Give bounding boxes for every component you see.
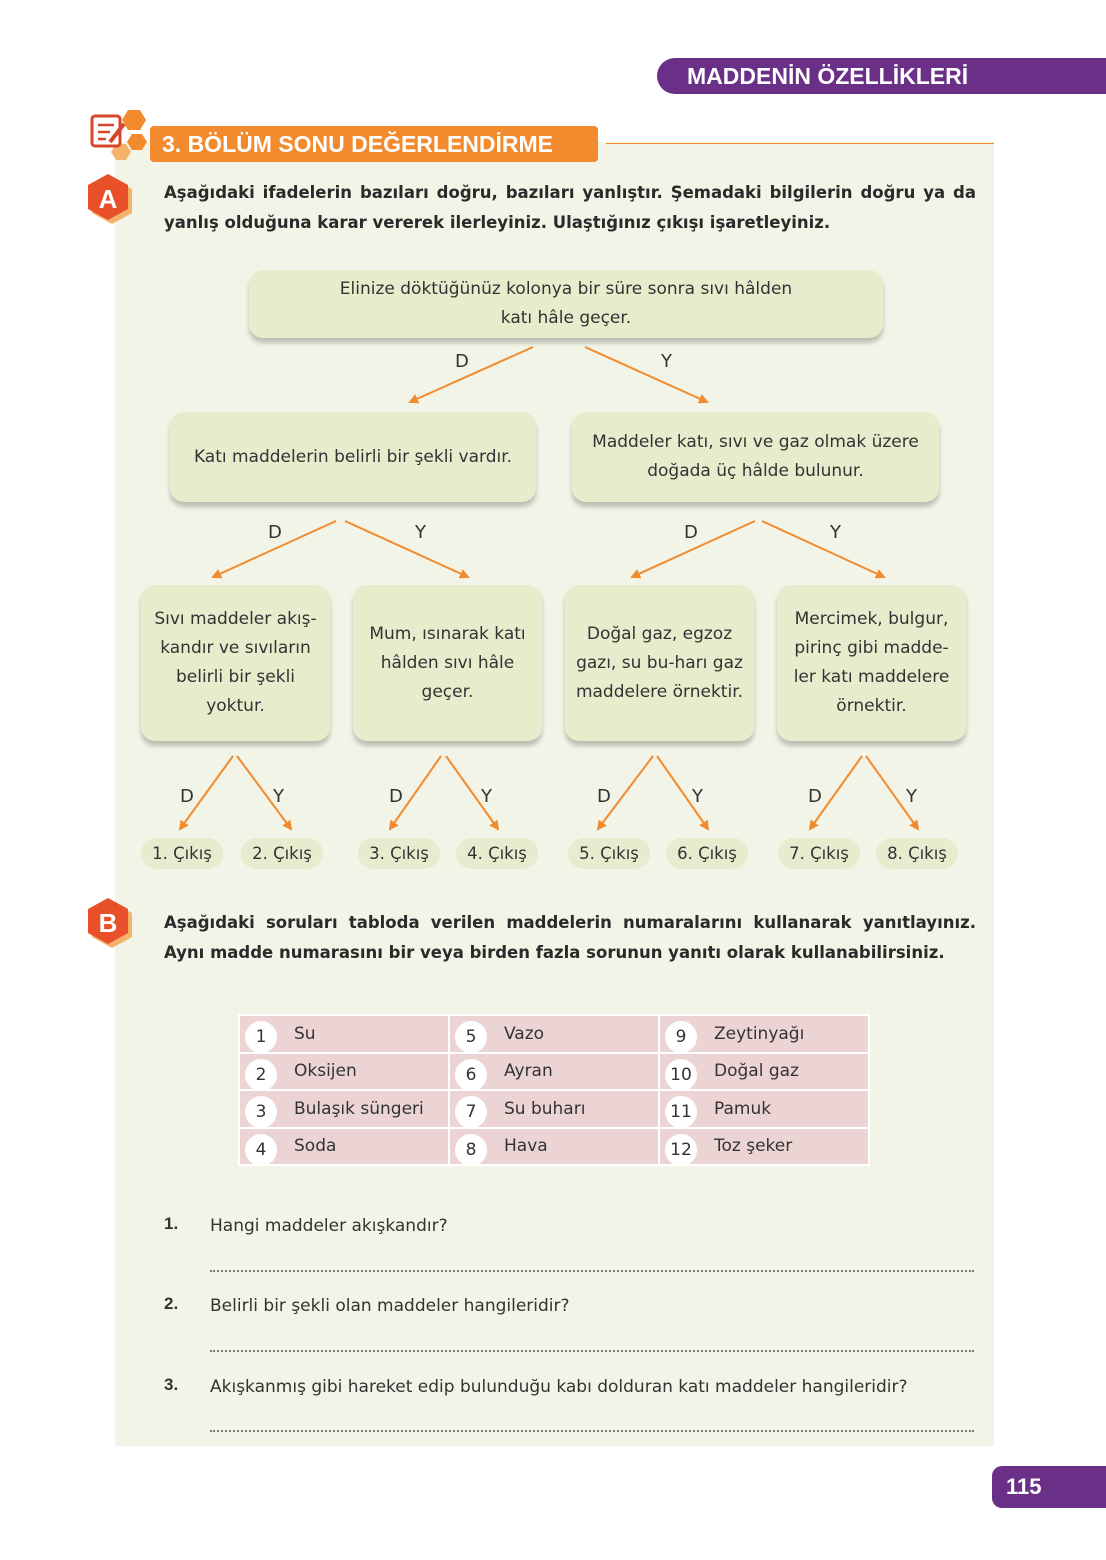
item-name: Oksijen (294, 1061, 357, 1082)
exit-7[interactable]: 7. Çıkış (778, 838, 860, 869)
table-cell (659, 1015, 869, 1053)
item-name: Doğal gaz (714, 1061, 799, 1082)
item-number: 4 (245, 1134, 277, 1166)
label-y: Y (692, 786, 703, 807)
question-text: Belirli bir şekli olan maddeler hangileridir? (210, 1296, 570, 1316)
materials-table (238, 1014, 870, 1166)
item-name: Pamuk (714, 1098, 772, 1119)
page-number: 115 (992, 1466, 1106, 1508)
label-y: Y (481, 786, 492, 807)
item-name: Toz şeker (714, 1136, 793, 1157)
table-cell (449, 1015, 659, 1053)
flowchart-node-level3-3: Doğal gaz, egzoz gazı, su bu-harı gaz maddelere örnektir. (565, 585, 754, 741)
label-d: D (597, 786, 611, 807)
exit-1[interactable]: 1. Çıkış (141, 838, 223, 869)
table-cell (449, 1053, 659, 1091)
item-number: 3 (245, 1096, 277, 1128)
table-cell (659, 1090, 869, 1128)
table-cell (659, 1128, 869, 1166)
question-text: Hangi maddeler akışkandır? (210, 1216, 448, 1236)
item-number: 8 (455, 1134, 487, 1166)
item-number: 11 (665, 1096, 697, 1128)
item-number: 9 (665, 1021, 697, 1053)
chapter-title: MADDENİN ÖZELLİKLERİ (687, 63, 969, 89)
exit-4[interactable]: 4. Çıkış (456, 838, 538, 869)
item-name: Soda (294, 1136, 337, 1157)
part-b-instruction: Aşağıdaki soruları tabloda verilen maddelerin numaralarını kullanarak yanıtlayınız. Aynı madde numarasını bir veya birden fazla sorunun yanıtı olarak kullanabilirsiniz. (164, 913, 976, 962)
flowchart-node-level2-right: Maddeler katı, sıvı ve gaz olmak üzere doğada üç hâlde bulunur. (572, 412, 939, 502)
part-a-instruction: Aşağıdaki ifadelerin bazıları doğru, bazıları yanlıştır. Şemadaki bilgilerin doğru ya da yanlış olduğuna karar vererek ilerleyiniz. Ulaştığınız çıkışı işaretleyiniz. (164, 183, 976, 232)
item-number: 6 (455, 1059, 487, 1091)
table-cell (449, 1090, 659, 1128)
item-number: 5 (455, 1021, 487, 1053)
label-d: D (808, 786, 822, 807)
flowchart-node-level3-4: Mercimek, bulgur, pirinç gibi madde-ler katı maddelere örnektir. (777, 585, 966, 741)
item-number: 10 (665, 1059, 697, 1091)
label-d: D (684, 522, 698, 543)
exit-8[interactable]: 8. Çıkış (876, 838, 958, 869)
label-y: Y (830, 522, 841, 543)
table-cell (239, 1053, 449, 1091)
item-name: Su (294, 1023, 316, 1044)
flowchart-node-level3-2: Mum, ısınarak katı hâlden sıvı hâle geçer. (353, 585, 542, 741)
item-number: 2 (245, 1059, 277, 1091)
exit-3[interactable]: 3. Çıkış (358, 838, 440, 869)
exit-6[interactable]: 6. Çıkış (666, 838, 748, 869)
question-number: 1. (164, 1214, 179, 1233)
part-a-badge: A (86, 174, 134, 228)
label-d: D (455, 351, 469, 372)
flowchart-node-level3-1: Sıvı maddeler akış-kandır ve sıvıların belirli bir şekli yoktur. (141, 585, 330, 741)
item-name: Su buharı (504, 1098, 586, 1119)
table-row (239, 1128, 869, 1166)
answer-line-2[interactable] (210, 1350, 974, 1352)
label-y: Y (661, 351, 672, 372)
item-name: Ayran (504, 1061, 553, 1082)
item-name: Vazo (504, 1023, 545, 1044)
table-row (239, 1015, 869, 1053)
question-number: 3. (164, 1375, 179, 1394)
exit-2[interactable]: 2. Çıkış (241, 838, 323, 869)
question-number: 2. (164, 1294, 179, 1313)
question-text: Akışkanmış gibi hareket edip bulunduğu kabı dolduran katı maddeler hangileridir? (210, 1377, 908, 1397)
answer-line-1[interactable] (210, 1270, 974, 1272)
label-d: D (389, 786, 403, 807)
table-row (239, 1090, 869, 1128)
table-cell (239, 1090, 449, 1128)
flowchart-node-level2-left: Katı maddelerin belirli bir şekli vardır. (170, 412, 536, 502)
exit-5[interactable]: 5. Çıkış (568, 838, 650, 869)
item-number: 1 (245, 1021, 277, 1053)
item-number: 12 (665, 1134, 697, 1166)
item-name: Zeytinyağı (714, 1023, 805, 1044)
table-row (239, 1053, 869, 1091)
label-y: Y (415, 522, 426, 543)
item-number: 7 (455, 1096, 487, 1128)
label-y: Y (273, 786, 284, 807)
table-cell (659, 1053, 869, 1091)
table-cell (239, 1128, 449, 1166)
table-cell (239, 1015, 449, 1053)
item-name: Hava (504, 1136, 548, 1157)
label-d: D (268, 522, 282, 543)
label-y: Y (906, 786, 917, 807)
table-cell (449, 1128, 659, 1166)
part-b-badge: B (86, 898, 134, 952)
section-title: 3. BÖLÜM SONU DEĞERLENDİRME (150, 126, 598, 162)
item-name: Bulaşık süngeri (294, 1098, 424, 1119)
answer-line-3[interactable] (210, 1430, 974, 1432)
flowchart-root-node: Elinize döktüğünüz kolonya bir süre sonra sıvı hâlden katı hâle geçer. (249, 270, 883, 338)
label-d: D (180, 786, 194, 807)
